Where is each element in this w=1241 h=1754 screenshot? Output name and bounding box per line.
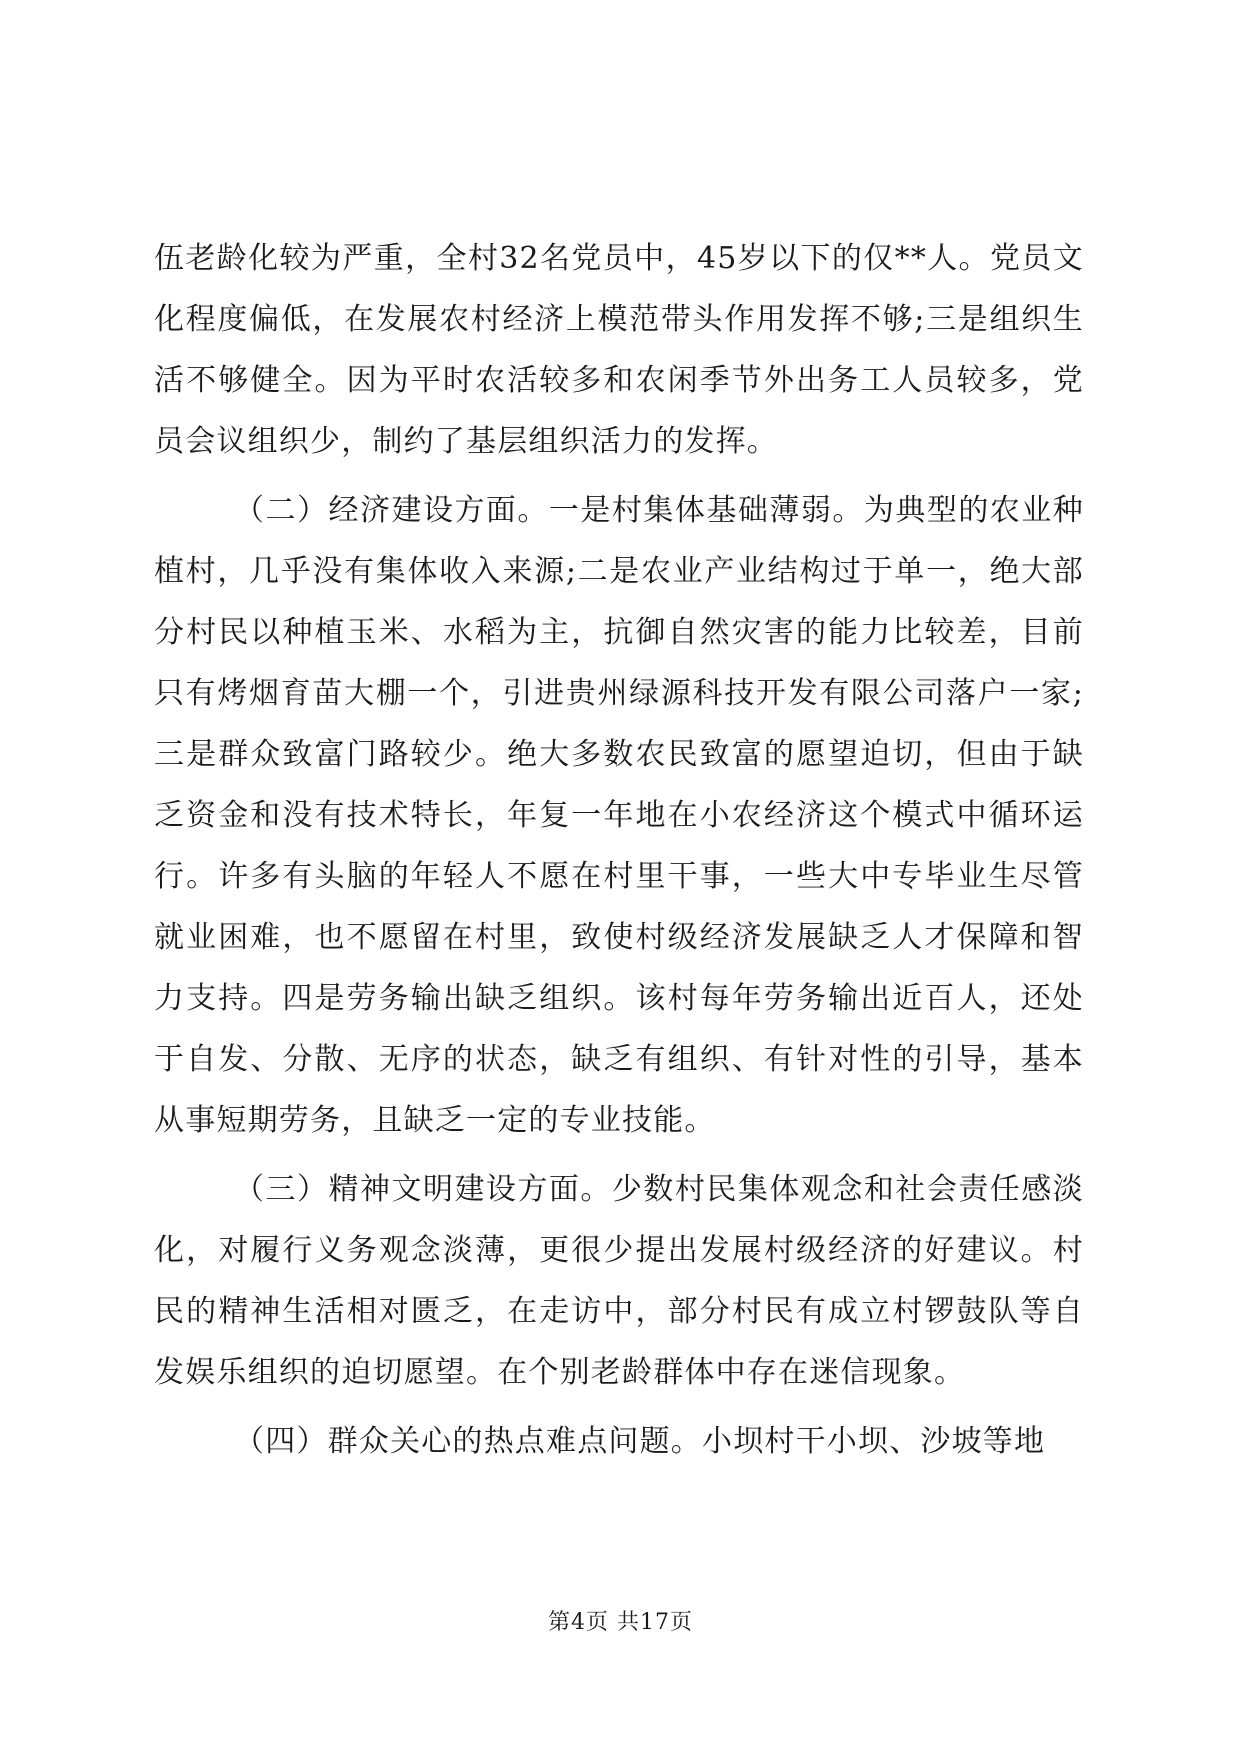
paragraph-continuation: 伍老龄化较为严重，全村32名党员中，45岁以下的仅**人。党员文化程度偏低，在发展农村经济上模范带头作用发挥不够;三是组织生活不够健全。因为平时农活较多和农闲季节外出务工人员较多，党员会议组织少，制约了基层组织活力的发挥。 bbox=[154, 241, 1084, 459]
page-footer: 第4页 共17页 bbox=[548, 1610, 693, 1635]
paragraph-spiritual-civilization: （三）精神文明建设方面。少数村民集体观念和社会责任感淡化，对履行义务观念淡薄，更很少提出发展村级经济的好建议。村民的精神生活相对匮乏，在走访中，部分村民有成立村锣鼓队等自发娱乐组织的迫切愿望。在个别老龄群体中存在迷信现象。 bbox=[154, 1172, 1084, 1390]
paragraph-hot-issues: （四）群众关心的热点难点问题。小坝村干小坝、沙坡等地 bbox=[234, 1424, 1046, 1459]
paragraph-economic-construction: （二）经济建设方面。一是村集体基础薄弱。为典型的农业种植村，几乎没有集体收入来源;二是农业产业结构过于单一，绝大部分村民以种植玉米、水稻为主，抗御自然灾害的能力比较差，目前只有烤烟育苗大棚一个，引进贵州绿源科技开发有限公司落户一家;三是群众致富门路较少。绝大多数农民致富的愿望迫切，但由于缺乏资金和没有技术特长，年复一年地在小农经济这个模式中循环运行。许多有头脑的年轻人不愿在村里干事，一些大中专毕业生尽管就业困难，也不愿留在村里，致使村级经济发展缺乏人才保障和智力支持。四是劳务输出缺乏组织。该村每年劳务输出近百人，还处于自发、分散、无序的状态，缺乏有组织、有针对性的引导，基本从事短期劳务，且缺乏一定的专业技能。 bbox=[154, 493, 1084, 1138]
document-body bbox=[154, 228, 1084, 1480]
